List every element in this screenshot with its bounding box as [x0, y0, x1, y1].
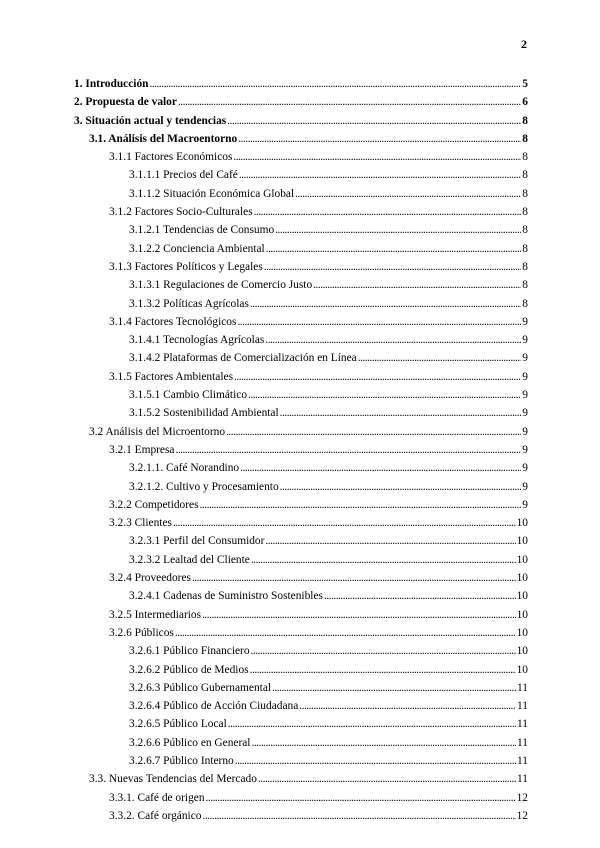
toc-entry-title: 3.1.4.1 Tecnologías Agrícolas — [129, 334, 265, 347]
toc-entry-title: 3.2.1.2. Cultivo y Procesamiento — [129, 480, 279, 493]
toc-entry-title: 3.2.6 Públicos — [109, 626, 174, 639]
toc-entry[interactable] — [74, 349, 528, 367]
toc-entry-title: 3.2.6.4 Público de Acción Ciudadana — [129, 700, 299, 713]
dot-leader — [265, 331, 521, 349]
toc-entry-page: 9 — [522, 315, 528, 328]
dot-leader — [265, 532, 515, 550]
dot-leader — [280, 404, 522, 422]
toc-entry-page: 9 — [522, 334, 528, 347]
toc-entry-page: 12 — [516, 791, 528, 804]
toc-entry[interactable] — [74, 459, 528, 477]
toc-entry[interactable] — [74, 679, 528, 697]
toc-entry-page: 8 — [522, 206, 528, 219]
toc-entry[interactable] — [74, 551, 528, 569]
toc-entry-title: 3.2.5 Intermediarios — [109, 608, 202, 621]
toc-entry-page: 8 — [522, 114, 528, 127]
toc-entry-page: 9 — [522, 407, 528, 420]
toc-entry[interactable] — [74, 423, 528, 441]
toc-entry-page: 9 — [522, 352, 528, 365]
toc-entry-title: 3.2.3.1 Perfil del Consumidor — [129, 535, 265, 548]
dot-leader — [202, 606, 516, 624]
toc-entry-page: 11 — [517, 754, 528, 767]
toc-entry-title: 1. Introducción — [74, 78, 149, 90]
toc-entry-title: 3.1.5 Factores Ambientales — [109, 370, 234, 383]
toc-entry-title: 3.1.1.1 Precios del Café — [129, 169, 238, 182]
toc-entry-page: 10 — [516, 590, 528, 603]
toc-entry[interactable] — [74, 75, 528, 93]
toc-entry-title: 3.2.6.2 Público de Medios — [129, 663, 249, 676]
toc-entry[interactable] — [74, 93, 528, 111]
toc-entry-page: 8 — [522, 242, 528, 255]
toc-entry-title: 3.1.1 Factores Económicos — [109, 151, 233, 164]
toc-entry-page: 8 — [522, 132, 528, 145]
dot-leader — [251, 734, 516, 752]
toc-entry-title: 3.2.4.1 Cadenas de Suministro Sostenibles — [129, 590, 323, 603]
dot-leader — [175, 441, 521, 459]
toc-entry-title: 3.2.6.5 Público Local — [129, 718, 227, 731]
dot-leader — [235, 752, 516, 770]
toc-entry-page: 10 — [516, 535, 528, 548]
dot-leader — [251, 551, 516, 569]
dot-leader — [313, 276, 521, 294]
toc-entry-title: 3.2.3 Clientes — [109, 517, 172, 530]
dot-leader — [237, 313, 521, 331]
toc-entry[interactable] — [74, 295, 528, 313]
toc-entry[interactable] — [74, 331, 528, 349]
toc-entry[interactable] — [74, 166, 528, 184]
dot-leader — [192, 569, 516, 587]
toc-entry-page: 9 — [522, 480, 528, 493]
toc-entry[interactable] — [74, 661, 528, 679]
toc-entry[interactable] — [74, 441, 528, 459]
dot-leader — [238, 130, 521, 148]
dot-leader — [234, 368, 521, 386]
toc-entry-page: 9 — [522, 443, 528, 456]
toc-entry-title: 3.3. Nuevas Tendencias del Mercado — [89, 773, 257, 786]
toc-entry-title: 2. Propuesta de valor — [74, 96, 177, 109]
dot-leader — [324, 587, 516, 605]
toc-entry[interactable] — [74, 478, 528, 496]
toc-entry[interactable] — [74, 606, 528, 624]
toc-entry-title: 3.3.1. Café de origen — [109, 791, 205, 804]
dot-leader — [266, 240, 522, 258]
toc-entry[interactable] — [74, 642, 528, 660]
toc-entry-page: 8 — [522, 224, 528, 237]
dot-leader — [239, 166, 521, 184]
toc-entry-page: 9 — [522, 498, 528, 511]
toc-entry-page: 8 — [522, 260, 528, 273]
toc-entry-page: 8 — [522, 151, 528, 164]
toc-entry-title: 3.1.5.2 Sostenibilidad Ambiental — [129, 407, 279, 420]
dot-leader — [173, 514, 516, 532]
toc-entry-page: 9 — [522, 462, 528, 475]
dot-leader — [200, 496, 522, 514]
dot-leader — [226, 423, 521, 441]
toc-entry[interactable] — [74, 514, 528, 532]
toc-entry[interactable] — [74, 258, 528, 276]
toc-entry-page: 5 — [522, 78, 528, 90]
toc-entry[interactable] — [74, 130, 528, 148]
toc-entry-title: 3.2.6.7 Público Interno — [129, 754, 234, 767]
toc-entry[interactable] — [74, 697, 528, 715]
toc-entry[interactable] — [74, 752, 528, 770]
dot-leader — [275, 221, 521, 239]
toc-entry-title: 3.2.1.1. Café Norandino — [129, 462, 240, 475]
toc-entry-title: 3.2.6.3 Público Gubernamental — [129, 681, 272, 694]
toc-entry[interactable] — [74, 807, 528, 825]
dot-leader — [254, 203, 522, 221]
toc-entry-title: 3.1.2.2 Conciencia Ambiental — [129, 242, 265, 255]
dot-leader — [175, 624, 516, 642]
toc-entry-page: 10 — [516, 553, 528, 566]
toc-entry[interactable] — [74, 715, 528, 733]
toc-entry-page: 11 — [517, 718, 528, 731]
toc-entry-page: 10 — [516, 663, 528, 676]
toc-entry[interactable] — [74, 203, 528, 221]
toc-entry-title: 3.2.2 Competidores — [109, 498, 199, 511]
dot-leader — [149, 75, 521, 93]
toc-entry-page: 11 — [517, 681, 528, 694]
dot-leader — [251, 642, 516, 660]
toc-entry[interactable] — [74, 240, 528, 258]
toc-entry-page: 9 — [522, 370, 528, 383]
dot-leader — [248, 386, 521, 404]
toc-entry-title: 3.3.2. Café orgánico — [109, 809, 202, 822]
toc-entry-title: 3.1.4 Factores Tecnológicos — [109, 315, 237, 328]
toc-entry-page: 11 — [517, 773, 528, 786]
toc-entry[interactable] — [74, 734, 528, 752]
dot-leader — [295, 185, 521, 203]
dot-leader — [250, 295, 521, 313]
dot-leader — [240, 459, 521, 477]
toc-entry[interactable] — [74, 789, 528, 807]
toc-entry-page: 8 — [522, 279, 528, 292]
toc-entry-title: 3.2.3.2 Lealtad del Cliente — [129, 553, 250, 566]
toc-entry[interactable] — [74, 386, 528, 404]
toc-entry-page: 6 — [522, 96, 528, 109]
toc-entry-title: 3.2.6.6 Público en General — [129, 736, 251, 749]
toc-entry-page: 12 — [516, 809, 528, 822]
toc-entry-title: 3.1.4.2 Plataformas de Comercialización en Línea — [129, 352, 357, 365]
toc-entry-title: 3.1.3 Factores Políticos y Legales — [109, 260, 263, 273]
toc-entry-page: 10 — [516, 517, 528, 530]
toc-entry[interactable] — [74, 587, 528, 605]
toc-entry-page: 10 — [516, 572, 528, 585]
table-of-contents — [74, 75, 528, 825]
toc-entry-title: 3.1.2 Factores Socio-Culturales — [109, 206, 253, 219]
toc-entry-page: 9 — [522, 389, 528, 402]
toc-entry[interactable] — [74, 624, 528, 642]
dot-leader — [227, 112, 521, 130]
dot-leader — [202, 807, 515, 825]
toc-entry-page: 8 — [522, 297, 528, 310]
dot-leader — [258, 770, 516, 788]
dot-leader — [228, 715, 516, 733]
toc-entry[interactable] — [74, 221, 528, 239]
toc-entry[interactable] — [74, 185, 528, 203]
toc-entry[interactable] — [74, 313, 528, 331]
dot-leader — [358, 349, 522, 367]
toc-entry-title: 3.1. Análisis del Macroentorno — [89, 132, 238, 145]
toc-entry-title: 3.2 Análisis del Microentorno — [89, 425, 226, 438]
toc-entry[interactable] — [74, 404, 528, 422]
dot-leader — [206, 789, 516, 807]
toc-entry-page: 10 — [516, 608, 528, 621]
toc-entry-title: 3.1.3.1 Regulaciones de Comercio Justo — [129, 279, 313, 292]
toc-entry-page: 10 — [516, 645, 528, 658]
toc-entry[interactable] — [74, 368, 528, 386]
toc-entry[interactable] — [74, 770, 528, 788]
toc-entry-page: 8 — [522, 187, 528, 200]
toc-entry-title: 3.1.2.1 Tendencias de Consumo — [129, 224, 275, 237]
dot-leader — [250, 661, 516, 679]
toc-entry-title: 3. Situación actual y tendencias — [74, 114, 227, 127]
toc-entry[interactable] — [74, 569, 528, 587]
toc-entry[interactable] — [74, 532, 528, 550]
page-number: 2 — [521, 37, 527, 51]
toc-entry-title: 3.1.1.2 Situación Económica Global — [129, 187, 295, 200]
toc-entry-page: 10 — [516, 626, 528, 639]
toc-entry-page: 11 — [517, 736, 528, 749]
toc-entry-title: 3.2.1 Empresa — [109, 443, 175, 456]
toc-entry-page: 9 — [522, 425, 528, 438]
toc-entry-title: 3.2.4 Proveedores — [109, 572, 191, 585]
toc-entry[interactable] — [74, 276, 528, 294]
toc-entry-title: 3.2.6.1 Público Financiero — [129, 645, 250, 658]
dot-leader — [264, 258, 522, 276]
dot-leader — [272, 679, 516, 697]
toc-entry-title: 3.1.3.2 Políticas Agrícolas — [129, 297, 249, 310]
dot-leader — [299, 697, 516, 715]
toc-entry-title: 3.1.5.1 Cambio Climático — [129, 389, 248, 402]
toc-entry-page: 8 — [522, 169, 528, 182]
toc-entry[interactable] — [74, 112, 528, 130]
dot-leader — [280, 478, 522, 496]
toc-entry[interactable] — [74, 496, 528, 514]
toc-entry-page: 11 — [517, 700, 528, 713]
toc-entry[interactable] — [74, 148, 528, 166]
dot-leader — [233, 148, 521, 166]
dot-leader — [178, 93, 521, 111]
